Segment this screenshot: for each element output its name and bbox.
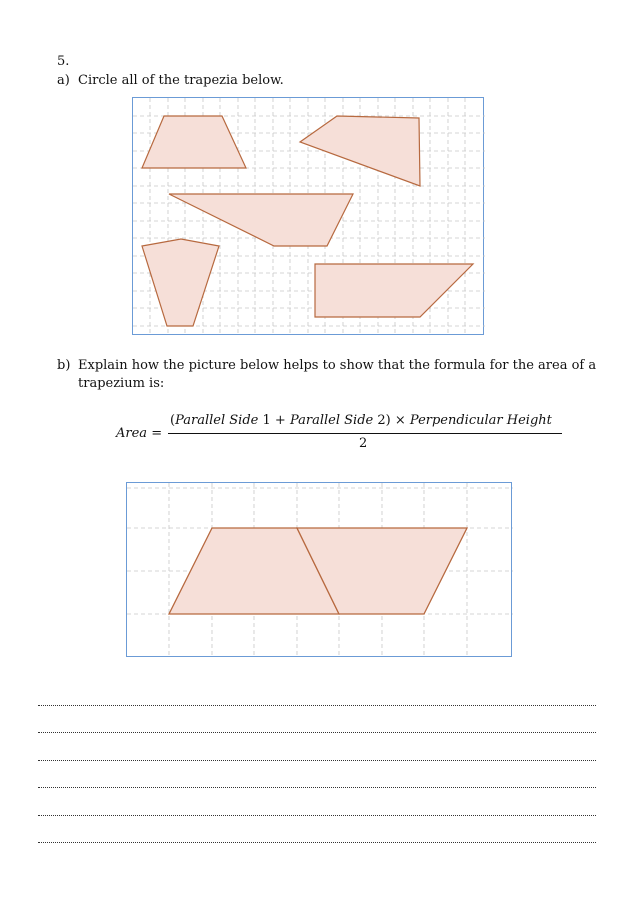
formula-parallel-side-2: Parallel Side [289,413,374,428]
formula-denominator-value: 2 [359,436,368,451]
formula-perpendicular-height: Perpendicular Height [409,413,552,428]
formula-numerator [170,413,552,429]
shapes-grid-a-svg [133,98,485,336]
formula-area: Area [116,426,148,441]
formula-lhs [116,426,162,442]
part-b-text-line2: trapezium is: [78,376,165,391]
answer-line-6[interactable] [38,842,596,843]
formula-parallel-side-1: Parallel Side [175,413,259,428]
answer-line-1[interactable] [38,705,596,706]
answer-line-2[interactable] [38,732,596,733]
answer-line-5[interactable] [38,815,596,816]
part-a-label: a) [57,73,70,88]
shapes-grid-a [132,97,484,335]
part-a-text: Circle all of the trapezia below. [78,73,284,88]
shape-kite [142,239,219,326]
formula-plus: + [274,413,286,428]
formula-one: 1 [262,413,271,428]
shape-right-trapezium [315,264,473,317]
shapes-grid-b [126,482,512,657]
shapes-grid-b-svg [127,483,513,658]
answer-line-3[interactable] [38,760,596,761]
formula-times: × [394,413,406,428]
shape-isosceles-trapezium [142,116,246,168]
part-b-text-line1: Explain how the picture below helps to show that the formula for the area of a [78,358,597,373]
question-number: 5. [57,54,70,69]
part-b-label: b) [57,358,71,373]
formula-two: 2 [377,413,386,428]
formula-denominator [359,436,367,452]
answer-line-4[interactable] [38,787,596,788]
formula-fraction-bar [168,433,562,434]
formula-open-paren: ( [170,413,176,428]
formula-equals: = [151,426,163,441]
formula-close-paren: ) [385,413,391,428]
